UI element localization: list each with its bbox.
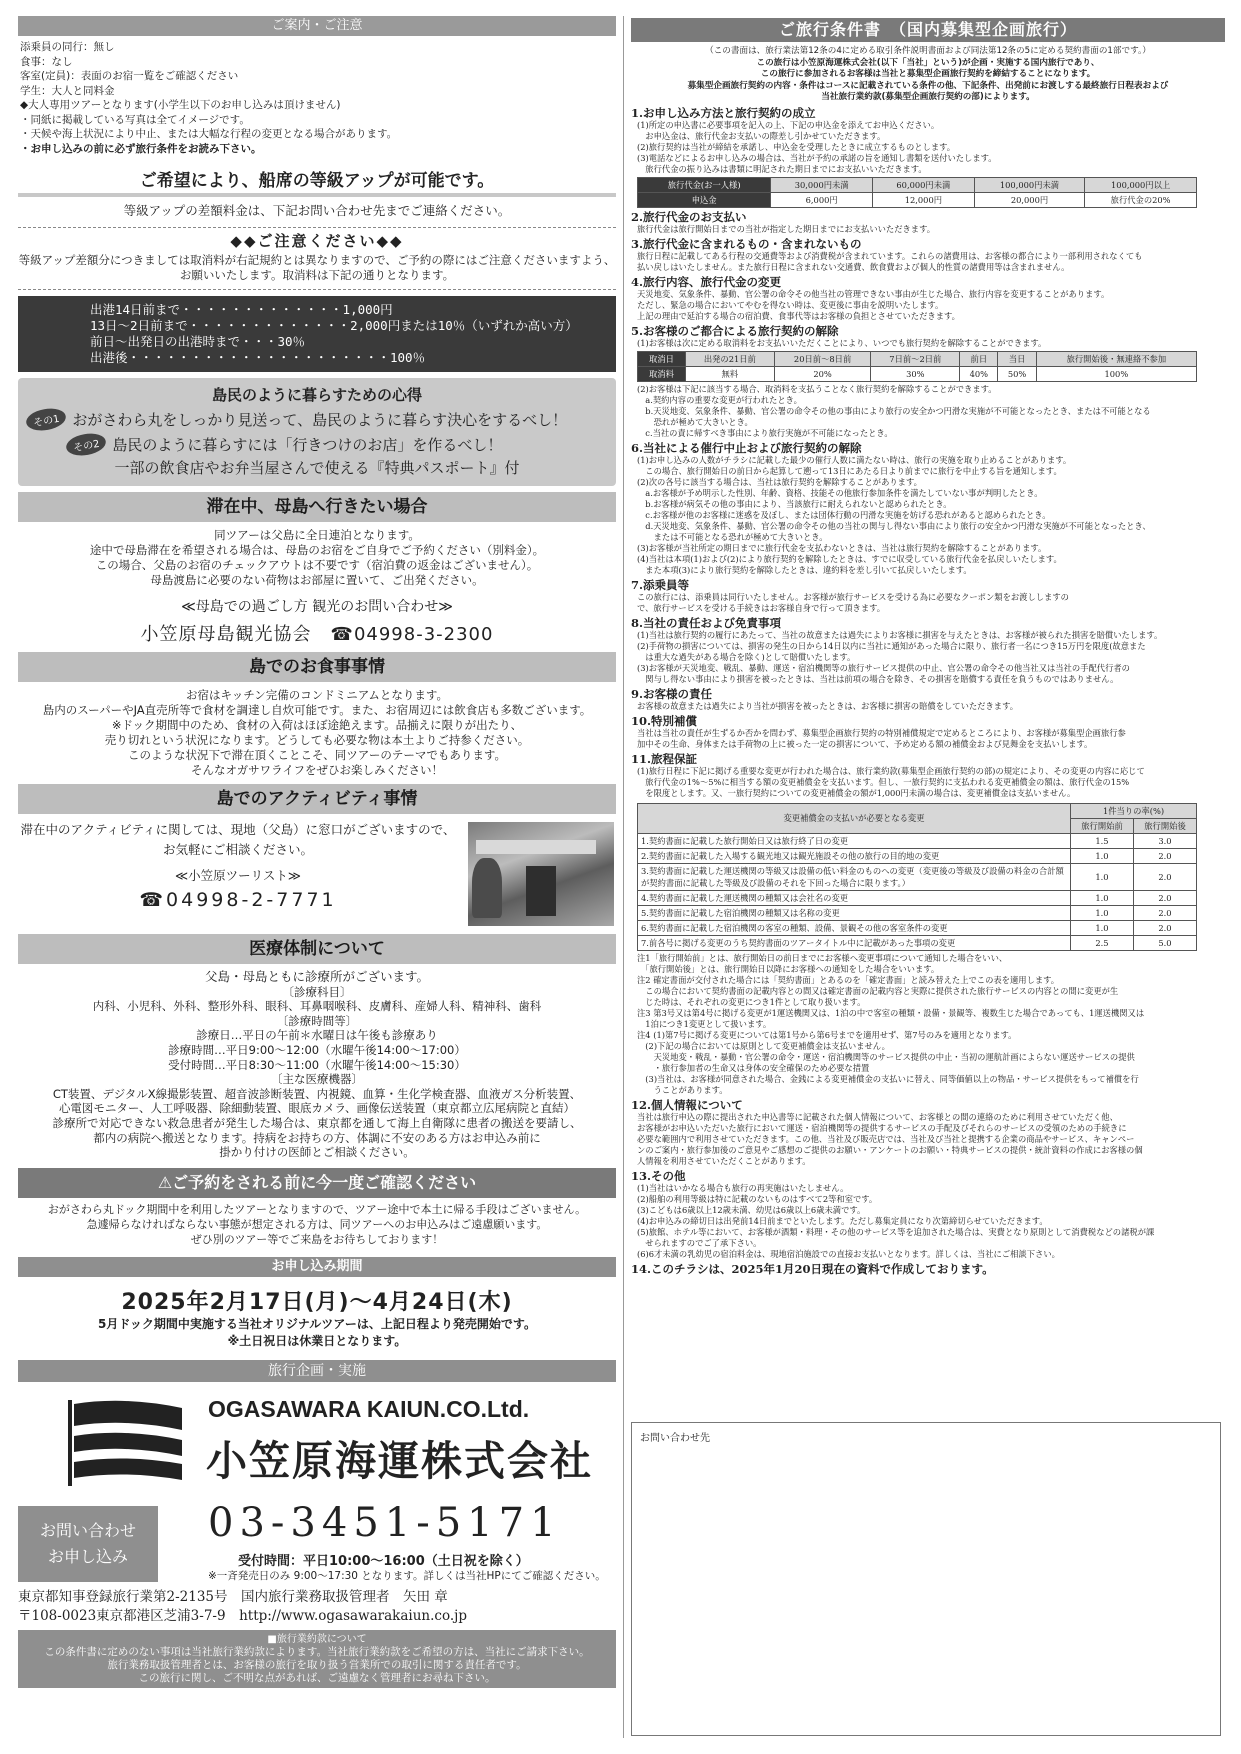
- cancel-header: 前日: [960, 351, 998, 366]
- cancel-fee-item: 前日～出発日の出港時まで・・・30％: [90, 334, 306, 349]
- upgrade-title: ご希望により、船席の等級アップが可能です。: [18, 166, 616, 197]
- hahajima-line: この場合、父島のお宿のチェックアウトは不要です（宿泊費の返金はございません）。: [95, 558, 539, 572]
- cancel-cell: 20%: [774, 366, 871, 381]
- section-text: 当社は旅行申込の際に提出された申込書等に記載された個人情報について、お客様との間の連絡のために利用させていただく他、: [637, 1111, 1118, 1122]
- change-header-after: 旅行開始後: [1134, 818, 1197, 833]
- medical-line: 都内の病院へ搬送となります。持病をお持ちの方、体調に不安のある方はお申込み前に: [93, 1130, 541, 1145]
- section-9-title: 9.お客様の責任: [631, 686, 713, 701]
- deposit-cell: 20,000円: [974, 192, 1085, 207]
- activity-title: 島でのアクティビティ事情: [18, 784, 616, 814]
- note-line: 食事：なし: [20, 55, 73, 68]
- change-rate-before: 1.0: [1071, 848, 1134, 863]
- medical-text: [18, 970, 616, 1160]
- section-text: 払い戻しはいたしません。また旅行日程に含まれない交通費、飲食費および個人的性質の諸費用等は含まれません。: [637, 261, 1070, 272]
- section-text: (3)お客様が天災地変、戦乱、暴動、運送・宿泊機関等の旅行サービス提供の中止、官公署の命令その他当社又は当社の手配代行者の: [637, 662, 1130, 673]
- left-column: [18, 16, 616, 1688]
- hahajima-line: 途中で母島滞在を希望される場合は、母島のお宿をご自身でご予約ください（別料金）。: [89, 543, 545, 557]
- table-row: [638, 890, 1197, 905]
- intro-line: この旅行に参加されるお客様は当社と募集型企画旅行契約を締結することになります。: [760, 69, 1096, 79]
- deposit-cell: 6,000円: [771, 192, 873, 207]
- notice-box: [18, 227, 616, 290]
- deposit-cell: 申込金: [638, 192, 771, 207]
- change-rate-before: 1.0: [1071, 905, 1134, 920]
- tourist-office-photo: [468, 822, 614, 926]
- confirm-text: [18, 1202, 616, 1247]
- confirm-line: ぜひ別のツアー等でご来島をお待ちしております！: [190, 1232, 444, 1246]
- tip-badge-1: その1: [24, 406, 67, 434]
- guide-header: ご案内・ご注意: [18, 16, 616, 36]
- section-text: c.当社の責に帰すべき事由により旅行実施が不可能になったとき。: [637, 427, 893, 438]
- section-6-title: 6.当社による催行中止および旅行契約の解除: [631, 440, 862, 455]
- food-line: そんなオガサワライフをぜひお楽しみください！: [191, 763, 443, 777]
- company-name-en: OGASAWARA KAIUN.CO.Ltd.: [208, 1395, 530, 1422]
- section-text: 上記の理由で延泊する場合の宿泊費、食事代等はお客様の負担とさせていただきます。: [637, 310, 960, 321]
- section-text: (4)お申込みの締切日は出発前14日前までといたします。ただし募集定員になり次第締切らせていただきます。: [637, 1215, 1048, 1226]
- section-text: 旅行代金は旅行開始日までの当社が指定した期日までにお支払いいただきます。: [637, 223, 936, 234]
- cancel-cell: 無料: [685, 366, 774, 381]
- cancel-header: 20日前～8日前: [774, 351, 871, 366]
- section-text: (6)6才未満の乳幼児の宿泊料金は、現地宿泊施設での直接お支払いとなります。詳しくは、当社にご相談下さい。: [637, 1248, 1060, 1259]
- hahajima-line: 同ツアーは父島に全日連泊となります。: [214, 528, 420, 542]
- section-text: 関与し得ない事由により損害を被ったときは、当社は前項の場合を除き、その損害を賠償する責任を負うものではありません。: [637, 673, 1119, 684]
- change-item: 7.前各号に掲げる変更のうち契約書面のツアータイトル中に記載があった事項の変更: [638, 935, 1071, 950]
- change-rate-after: 2.0: [1134, 848, 1197, 863]
- tip-text-passport: 一部の飲食店やお弁当屋さんで使える『特典パスポート』付: [114, 459, 520, 477]
- section-10-title: 10.特別補償: [631, 713, 698, 728]
- terms-line: この条件書に定めのない事項は当社旅行業約款によります。当社旅行業約款をご希望の方は、当社にご請求下さい。: [44, 1645, 590, 1658]
- apply-date: 2025年2月17日(月)～4月24日(木): [121, 1289, 513, 1315]
- cancel-header: 取消日: [638, 351, 686, 366]
- change-header-main: 変更補償金の支払いが必要となる変更: [638, 803, 1071, 833]
- section-11-title: 11.旅程保証: [631, 751, 698, 766]
- contact-row: [18, 1499, 616, 1586]
- section-text: (3)お客様が当社所定の期日までに旅行代金を支払わないときは、当社は旅行契約を解除することがあります。: [637, 542, 1047, 553]
- cancel-header: 当日: [998, 351, 1036, 366]
- medical-line: 父島・母島ともに診療所がございます。: [204, 969, 429, 984]
- food-line: 売り切れという状況になります。どうしても必要な物は本土よりご持参ください。: [104, 733, 530, 747]
- photo-door: [526, 866, 556, 916]
- medical-title: 医療体制について: [18, 934, 616, 964]
- deposit-cell: 旅行代金の20%: [1085, 192, 1197, 207]
- section-text: a.契約内容の重要な変更が行われたとき。: [637, 394, 802, 405]
- deposit-header: 30,000円未満: [771, 177, 873, 192]
- cancel-cell: 30%: [871, 366, 960, 381]
- section-text: (3)こどもは6歳以上12歳未満、幼児は6歳以上6歳未満です。: [637, 1204, 866, 1215]
- inquiry-label: お問い合わせ先: [640, 1433, 710, 1444]
- section-7-title: 7.添乗員等: [631, 577, 690, 592]
- confirm-title: ⚠ご予約をされる前に今一度ご確認ください: [18, 1168, 616, 1198]
- apply-header: お申し込み期間: [18, 1257, 616, 1277]
- activity-contact-title: ≪小笠原ツーリスト≫: [175, 868, 301, 883]
- table-note: じた時は、それぞれの変更につき1件として取り扱います。: [637, 996, 866, 1007]
- table-note: 注3 第3号又は第4号に掲げる変更が1運送機関又は、1泊の中で客室の種類・設備・景観等、複数生じた場合であっても、1運送機関又は: [637, 1007, 1145, 1018]
- inquiry-box: [631, 1422, 1221, 1736]
- medical-line: 心電図モニター、人工呼吸器、除細動装置、眼底カメラ、画像伝送装置（東京都立広尾病院と直結）: [58, 1101, 576, 1116]
- section-4-title: 4.旅行内容、旅行代金の変更: [631, 274, 782, 289]
- section-text: また本項(3)により旅行契約を解除したときは、違約料を差し引いて払戻しいたします。: [637, 564, 972, 575]
- business-hours: 受付時間：平日10:00～16:00（土日祝を除く）: [238, 1553, 529, 1569]
- section-2-title: 2.旅行代金のお支払い: [631, 209, 747, 224]
- medical-line: 〔主な医療機器〕: [271, 1072, 363, 1087]
- change-rate-after: 2.0: [1134, 863, 1197, 890]
- change-header-before: 旅行開始前: [1071, 818, 1134, 833]
- hahajima-line: 母島渡島に必要のない荷物はお部屋に置いて、ご出発ください。: [150, 573, 484, 587]
- cancel-fee-item: 出港14日前まで・・・・・・・・・・・・・1,000円: [90, 302, 393, 317]
- change-compensation-table: [637, 803, 1197, 951]
- section-text: 人情報を利用させていただくことがあります。: [637, 1155, 811, 1166]
- table-note: 注2 確定書面が交付された場合には「契約書面」とあるのを「確定書面」と読み替えた上でこの表を適用します。: [637, 974, 1060, 985]
- activity-contact: ☎04998-2-7771: [139, 889, 337, 911]
- section-text: で、旅行サービスを受ける手続きはお客様自身で行って頂きます。: [637, 602, 886, 613]
- section-text: (1)当社はいかなる場合も旅行の再実施はいたしません。: [637, 1182, 849, 1193]
- medical-line: 〔診療科目〕: [282, 984, 352, 999]
- section-text: せられますのでご了承下さい。: [637, 1237, 762, 1248]
- activity-line: 滞在中のアクティビティに関しては、現地（父島）に窓口がございますので、: [20, 822, 456, 837]
- section-text: b.お客様が病気その他の事由により、当該旅行に耐えられないと認められたとき。: [637, 498, 952, 509]
- section-text: (1)所定の申込書に必要事項を記入の上、下記の申込金を添えてお申込ください。: [637, 119, 940, 130]
- change-rate-after: 2.0: [1134, 920, 1197, 935]
- apply-note: 5月ドック期間中実施する当社オリジナルツアーは、上記日程より発売開始です。: [98, 1316, 536, 1331]
- change-item: 2.契約書面に記載した入場する観光地又は観光施設その他の旅行の目的地の変更: [638, 848, 1071, 863]
- section-text: d.天災地変、気象条件、暴動、官公署の命令その他の当社の関与し得ない事由により旅行の安全かつ円滑な実施が不可能となったとき、: [637, 520, 1151, 531]
- table-note: 1泊につき1変更として扱います。: [637, 1018, 772, 1029]
- activity-section: [18, 820, 616, 928]
- medical-line: 診療時間…平日9:00～12:00（水曜午後14:00～17:00）: [168, 1042, 466, 1057]
- cancel-cell: 100%: [1036, 366, 1196, 381]
- table-row: [638, 920, 1197, 935]
- table-note: うことがあります。: [637, 1084, 728, 1095]
- registry-info: [18, 1588, 616, 1626]
- section-text: ンのご案内・旅行参加後のご意見やご感想のご提供のお願い・アンケートのお願い・特典サービスの提供・統計資料の作成にお客様の個: [637, 1144, 1143, 1155]
- contact-label: [18, 1506, 158, 1582]
- table-note: 注4 (1)第7号に掲げる変更については第1号から第6号までを適用せず、第7号のみを適用となります。: [637, 1029, 1017, 1040]
- company-name-ja: 小笠原海運株式会社: [206, 1436, 593, 1485]
- cancel-cell: 50%: [998, 366, 1036, 381]
- island-life-tip-2: [26, 434, 608, 455]
- medical-line: CT装置、デジタルX線撮影装置、超音波診断装置、内視鏡、血算・生化学検査器、血液ガス分析装置、: [52, 1086, 582, 1101]
- section-text: お申込金は、旅行代金お支払いの際差し引かせていただきます。: [637, 130, 886, 141]
- section-text: 旅行代金の振り込みは書類に明記された期日までにお支払いいただきます。: [637, 163, 927, 174]
- section-text: お客様がお申込いただいた旅行において運送・宿泊機関等の提供するサービスの手配及びそれらのサービスの受領のための手続きに: [637, 1122, 1127, 1133]
- medical-line: 掛かり付けの医師とご相談ください。: [219, 1145, 415, 1160]
- note-line: ◆大人専用ツアーとなります(小学生以下のお申し込みは頂けません): [20, 99, 341, 111]
- change-rate-after: 3.0: [1134, 833, 1197, 848]
- deposit-header: 100,000円未満: [974, 177, 1085, 192]
- section-14-title: 14.このチラシは、2025年1月20日現在の資料で作成しております。: [631, 1261, 994, 1276]
- section-text: a.お客様が予め明示した性別、年齢、資格、技能その他旅行参加条件を満たしていない事が判明したとき。: [637, 487, 1043, 498]
- section-text: b.天災地変、気象条件、暴動、官公署の命令その他の事由により旅行の安全かつ円滑な実施が不可能となったとき、または不可能となる: [637, 405, 1151, 416]
- section-text: (1)当社は旅行契約の履行にあたって、当社の故意または過失によりお客様に損害を与えたときは、お客様が被られた損害を賠償いたします。: [637, 629, 1163, 640]
- intro-line: この旅行は小笠原海運株式会社(以下「当社」という)が企画・実施する国内旅行であり、: [756, 57, 1100, 68]
- tip-badge-2: その2: [64, 431, 107, 459]
- contact-label-line: お問い合わせ: [39, 1520, 136, 1540]
- notice-line: 等級アップ差額分につきましては取消料が右記規約とは異なりますので、ご予約の際にはご注意くださいますよう、: [18, 253, 616, 267]
- organizer-header: 旅行企画・実施: [18, 1360, 616, 1382]
- note-line: 客室(定員)：表面のお宿一覧をご確認ください: [20, 70, 239, 82]
- business-hours-note: ※一斉発売日のみ 9:00～17:30 となります。詳しくは当社HPにてご確認ください。: [208, 1569, 606, 1582]
- food-line: 島内のスーパーやJA直売所等で食材を調達し自炊可能です。また、お宿周辺には飲食店も多数ございます。: [42, 703, 592, 717]
- terms-header: ■旅行業約款について: [267, 1633, 367, 1645]
- upgrade-subtitle: 等級アップの差額料金は、下記お問い合わせ先までご連絡ください。: [123, 203, 511, 218]
- section-text: この場合、旅行開始日の前日から起算して遡って13日にあたる日より前までに旅行を中止する旨を通知します。: [637, 465, 1062, 476]
- section-8-title: 8.当社の責任および免責事項: [631, 615, 782, 630]
- section-3-title: 3.旅行代金に含まれるもの・含まれないもの: [631, 236, 862, 251]
- notice-title: ◆◆ご注意ください◆◆: [230, 232, 404, 250]
- section-text: または不可能となる恐れが極めて大きいとき。: [637, 531, 828, 542]
- food-text: [18, 688, 616, 778]
- deposit-cell: 12,000円: [873, 192, 975, 207]
- notice-text: [18, 253, 616, 283]
- section-text: ただし、緊急の場合においてやむを得ない時は、変更後に事由を説明いたします。: [637, 299, 944, 310]
- section-text: (2)手荷物の損害については、損害の発生の日から14日以内に当社に通知があった場合に限り、旅行者一名につき15万円を限度(故意また: [637, 640, 1146, 651]
- deposit-header: 旅行代金(お一人様): [638, 177, 771, 192]
- section-text: (2)次の各号に該当する場合は、当社は旅行契約を解除することがあります。: [637, 476, 922, 487]
- terms-box: [18, 1630, 616, 1688]
- section-text: (4)当社は本項(1)および(2)により旅行契約を解除したときは、すでに収受している旅行代金を払戻しいたします。: [637, 553, 1062, 564]
- island-life-tip-1: [26, 409, 608, 430]
- table-row: [638, 863, 1197, 890]
- phone-number[interactable]: 03-3451-5171: [208, 1499, 562, 1546]
- conditions-intro: [631, 46, 1225, 104]
- section-text: 当社は当社の責任が生ずるか否かを問わず、募集型企画旅行契約の特別補償規定で定めるところにより、お客様が募集型企画旅行参: [637, 727, 1126, 738]
- company-flag-logo: [64, 1396, 186, 1488]
- deposit-header: 60,000円未満: [873, 177, 975, 192]
- table-note: 注1「旅行開始前」とは、旅行開始日の前日までにお客様へ変更事項について通知した場合をいい、: [637, 952, 1008, 963]
- photo-roof: [476, 840, 596, 854]
- cancel-fee-list: [18, 296, 616, 372]
- table-note: (2)下記の場合においては原則として変更補償金は支払いません。: [637, 1040, 890, 1051]
- table-note: 天災地変・戦乱・暴動・官公署の命令・運送・宿泊機関等のサービス提供の中止・当初の運航計画によらない運送サービスの提供: [637, 1051, 1135, 1062]
- table-note: ・旅行参加者の生命又は身体の安全確保のため必要な措置: [637, 1062, 870, 1073]
- hahajima-title: 滞在中、母島へ行きたい場合: [18, 492, 616, 522]
- section-text: この旅行には、添乗員は同行いたしません。お客様が旅行サービスを受ける為に必要なクーポン類をお渡ししますの: [637, 591, 1069, 602]
- change-item: 1.契約書面に記載した旅行開始日又は旅行終了日の変更: [638, 833, 1071, 848]
- photo-tree: [472, 858, 502, 918]
- section-text: c.お客様が他のお客様に迷惑を及ぼし、または団体行動の円滑な実施を妨げる恐れがあると認められたとき。: [637, 509, 1051, 520]
- notice-line: お願いいたします。取消料は下記の通りとなります。: [179, 268, 455, 282]
- confirm-line: おがさわら丸ドック期間中を利用したツアーとなりますので、ツアー途中で本土に帰る手段はございません。: [47, 1202, 587, 1216]
- section-text: (2)船舶の利用等級は特に記載のないものはすべて2等和室です。: [637, 1193, 878, 1204]
- column-divider: [623, 16, 624, 1738]
- section-text: (1)お客様は次に定める取消料をお支払いいただくことにより、いつでも旅行契約を解除することができます。: [637, 337, 1047, 348]
- conditions-title: ご旅行条件書 （国内募集型企画旅行）: [631, 18, 1225, 42]
- hahajima-text: [18, 528, 616, 588]
- change-rate-before: 1.5: [1071, 833, 1134, 848]
- food-title: 島でのお食事事情: [18, 652, 616, 682]
- tip-text: おがさわら丸をしっかり見送って、島民のように暮らす決心をするべし！: [72, 411, 568, 429]
- change-rate-before: 1.0: [1071, 920, 1134, 935]
- table-row: [638, 848, 1197, 863]
- change-rate-after: 2.0: [1134, 890, 1197, 905]
- change-rate-before: 1.0: [1071, 890, 1134, 905]
- medical-line: 受付時間…平日8:30～11:00（水曜午後14:00～15:30）: [168, 1057, 466, 1072]
- island-life-box: [18, 378, 616, 486]
- cancel-header: 7日前～2日前: [871, 351, 960, 366]
- activity-text: [18, 820, 458, 910]
- tip-text: 島民のように暮らすには「行きつけのお店」を作るべし！: [112, 436, 503, 454]
- change-header-rate: 1件当りの率(%): [1071, 803, 1197, 818]
- terms-line: この旅行に関し、ご不明な点があれば、ご遠慮なく管理者にお尋ね下さい。: [138, 1671, 496, 1684]
- hahajima-contact: 小笠原母島観光協会 ☎04998-3-2300: [140, 624, 494, 645]
- terms-line: 旅行業務取扱管理者とは、お客様の旅行を取り扱う営業所での取引に関する責任者です。: [107, 1658, 527, 1671]
- note-line: ・お申し込みの前に必ず旅行条件をお読み下さい。: [20, 142, 262, 155]
- change-rate-after: 2.0: [1134, 905, 1197, 920]
- cancel-header: 旅行開始後・無連絡不参加: [1036, 351, 1196, 366]
- section-text: お客様の故意または過失により当社が損害を被ったときは、お客様に損害の賠償をしていただきます。: [637, 700, 1018, 711]
- table-row: [638, 935, 1197, 950]
- registry-line: 東京都知事登録旅行業第2-2135号 国内旅行業務取扱管理者 矢田 章: [18, 1588, 448, 1605]
- medical-line: 内科、小児科、外科、整形外科、眼科、耳鼻咽喉科、皮膚科、産婦人科、精神科、歯科: [92, 999, 542, 1014]
- cancel-cell: 取消料: [638, 366, 686, 381]
- right-column: [631, 18, 1225, 1276]
- apply-note: ※土日祝日は休業日となります。: [227, 1333, 407, 1348]
- change-item: 4.契約書面に記載した運送機関の種類又は会社名の変更: [638, 890, 1071, 905]
- deposit-table: [637, 177, 1197, 208]
- confirm-line: 急遽帰らなければならない事態が想定される方は、同ツアーへのお申込みはご遠慮願います。: [86, 1217, 548, 1231]
- cancel-fee-item: 出港後・・・・・・・・・・・・・・・・・・・・・100％: [90, 350, 426, 365]
- note-line: ・天候や海上状況により中止、または大幅な行程の変更となる場合があります。: [20, 128, 398, 140]
- food-line: ※ドック期間中のため、食材の入荷はほぼ途絶えます。品揃えに限りが出たり、: [111, 718, 523, 732]
- section-5-title: 5.お客様のご都合による旅行契約の解除: [631, 323, 839, 338]
- note-line: ・同紙に掲載している写真は全てイメージです。: [20, 113, 250, 126]
- note-line: 学生：大人と同料金: [20, 84, 115, 97]
- change-item: 3.契約書面に記載した運送機関の等級又は設備の低い料金のものへの変更（変更後の等級及び設備の料金の合計額が契約書面に記載した等級及び設備のそれを下回った場合に限ります。）: [638, 863, 1071, 890]
- food-line: お宿はキッチン完備のコンドミニアムとなります。: [186, 688, 448, 702]
- note-line: 添乗員の同行：無し: [20, 41, 115, 53]
- table-note: 「旅行開始後」とは、旅行開始日以降にお客様への通知をした場合をいいます。: [637, 963, 940, 974]
- cancel-cell: 40%: [960, 366, 998, 381]
- section-text: を限度とします。又、一旅行契約についての変更補償金の額が1,000円未満の場合は、変更補償金は支払いません。: [637, 787, 1076, 798]
- section-text: 旅行日程に記載してある行程の交通費等および消費税が含まれています。これらの諸費用は、お客様の都合により一部利用されなくても: [637, 250, 1143, 261]
- registry-line[interactable]: 〒108-0023東京都港区芝浦3-7-9 http://www.ogasawarakaiun.co.jp: [18, 1607, 467, 1624]
- section-13-title: 13.その他: [631, 1168, 686, 1183]
- cancel-fee-item: 13日～2日前まで・・・・・・・・・・・・・2,000円または10％（いずれか高い方）: [90, 318, 578, 333]
- section-text: (1)旅行日程に下記に掲げる重要な変更が行われた場合は、旅行業約款(募集型企画旅行契約の部)の規定により、その変更の内容に応じて: [637, 765, 1145, 776]
- section-text: 天災地変、気象条件、暴動、官公署の命令その他当社の管理できない事由が生じた場合、旅行内容を変更することがあります。: [637, 288, 1110, 299]
- section-text: (5)旅館、ホテル等において、お客様が酒類・料理・その他のサービス等を追加された場合は、実費となり原則として消費税などの諸税が課: [637, 1226, 1155, 1237]
- section-text: は重大な過失がある場合を除く)として賠償いたします。: [637, 651, 856, 662]
- table-note: この場合において契約書面の記載内容との間又は確定書面の記載内容と実際に提供された旅行サービスの内容との間に変更が生: [637, 985, 1119, 996]
- island-life-title: 島民のように暮らすための心得: [211, 386, 422, 404]
- table-note: (3)当社は、お客様が同意された場合、金銭による変更補償金の支払いに替え、同等価値以上の物品・サービス提供をもって補償を行: [637, 1073, 1139, 1084]
- section-1-title: 1.お申し込み方法と旅行契約の成立: [631, 105, 816, 120]
- section-text: 旅行代金の1%～5%に相当する額の変更補償金を支払います。但し、一旅行契約に支払われる変更補償金の額は、旅行代金の15%: [637, 776, 1130, 787]
- intro-line: 募集型企画旅行契約の内容・条件はコースに記載されている条件の他、下記条件、出発前にお渡しする最終旅行日程表および: [687, 80, 1169, 91]
- company-logo-row: [18, 1386, 616, 1504]
- contact-label-line: お申し込み: [47, 1546, 128, 1566]
- hahajima-contact-title: ≪母島での過ごし方 観光のお問い合わせ≫: [181, 599, 453, 615]
- section-text: (2)お客様は下記に該当する場合、取消料を支払うことなく旅行契約を解除することができます。: [637, 383, 997, 394]
- section-text: (3)電話などによるお申し込みの場合は、当社が予約の承諾の旨を通知し書類を送付いたします。: [637, 152, 997, 163]
- section-text: 加中その生命、身体または手荷物の上に被った一定の損害について、予め定める額の補償金および見舞金を支払いします。: [637, 738, 1093, 749]
- section-12-title: 12.個人情報について: [631, 1097, 743, 1112]
- change-rate-before: 2.5: [1071, 935, 1134, 950]
- cancel-header: 出発の21日前: [685, 351, 774, 366]
- intro-line: 当社旅行業約款(募集型企画旅行契約の部)によります。: [821, 92, 1035, 102]
- change-item: 5.契約書面に記載した宿泊機関の種類又は名称の変更: [638, 905, 1071, 920]
- medical-line: 診療日…平日の午前＊水曜日は午後も診療あり: [196, 1028, 438, 1043]
- change-item: 6.契約書面に記載した宿泊機関の客室の種類、設備、景観その他の客室条件の変更: [638, 920, 1071, 935]
- change-rate-after: 5.0: [1134, 935, 1197, 950]
- section-text: 恐れが極めて大きいとき。: [637, 416, 753, 427]
- deposit-header: 100,000円以上: [1085, 177, 1197, 192]
- food-line: このような状況下で滞在頂くことこそ、同ツアーのテーマでもあります。: [127, 748, 506, 762]
- cancel-fee-table: [637, 351, 1197, 382]
- medical-line: 診療所で対応できない救急患者が発生した場合は、東京都を通して海上自衛隊に患者の搬送を要請し、: [52, 1115, 582, 1130]
- intro-line: （この書面は、旅行業法第12条の4に定める取引条件説明書面および同法第12条の5に定める契約書面の1部です。）: [705, 46, 1151, 56]
- table-row: [638, 833, 1197, 848]
- section-text: (2)旅行契約は当社が締結を承諾し、申込金を受理したときに成立するものとします。: [637, 141, 956, 152]
- table-row: [638, 905, 1197, 920]
- section-text: (1)お申し込みの人数がチラシに記載した最少の催行人数に満たない時は、旅行の実施を取り止めることがあります。: [637, 454, 1072, 465]
- change-rate-before: 1.0: [1071, 863, 1134, 890]
- guide-notes: [18, 36, 616, 160]
- section-text: 必要な範囲内で利用させていただきます。この他、当社及び販売店では、当社及び当社と提携する企業の商品やサービス、キャンペー: [637, 1133, 1135, 1144]
- activity-line: お気軽にご相談ください。: [162, 842, 313, 857]
- medical-line: 〔診療時間等〕: [276, 1013, 358, 1028]
